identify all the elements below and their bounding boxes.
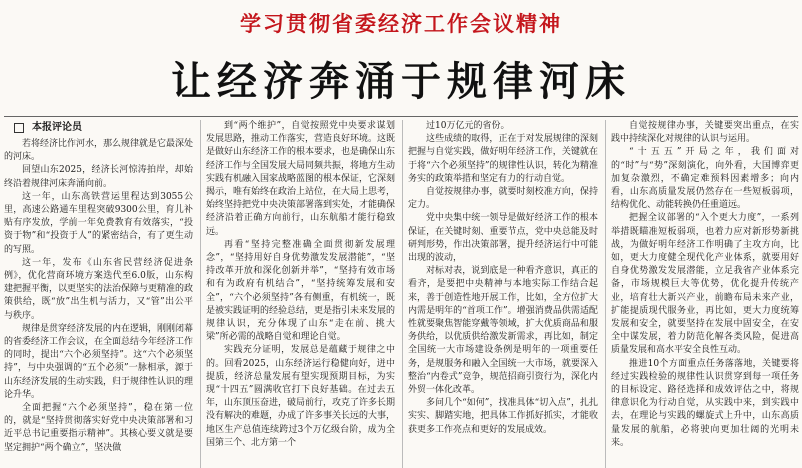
article-body: [4, 120, 800, 468]
paragraph: 若将经济比作河水，那么规律就是它最深处的河床。: [4, 139, 193, 163]
article-column-4: [611, 120, 799, 468]
article-column-2: [206, 120, 395, 468]
paragraph: 党中央集中统一领导是做好经济工作的根本保证，在关键时刻、重要节点，党中央总能及时研判形势，作出决策部署，提升经济运行中可能出现的波动，: [408, 213, 598, 264]
paragraph: 回望山东2025，经济长河惊涛拍岸，却始终沿着规律河床奔涌向前。: [4, 165, 193, 189]
column-paragraphs: [206, 120, 395, 450]
top-rule: [4, 116, 798, 117]
paragraph: 规律是贯穿经济发展的内在逻辑，刚刚闭幕的省委经济工作会议，在全面总结今年经济工作的同时，提出“六个必须坚持”。这“六个必须坚持”，与中央强调的“五个必须”一脉相承，源于山东经济发展的生动实践，归于规律性认识的理论升华。: [4, 323, 193, 400]
column-paragraphs: [4, 138, 193, 455]
column-divider: [605, 120, 606, 468]
paragraph: 实践充分证明，发展总是蕴藏于规律之中的。回看2025，山东经济运行稳健向好，迸中提质，经济总量发展有望实现预期目标，为实现“十四五”圆满收官打下良好基础。在过去五年，山东顶压奋进，破局前行，攻克了许多长期没有解决的难题，办成了许多事关长远的大事，地区生产总值连续跨过3个万亿级台阶，成为全国第三个、北方第一个: [206, 345, 395, 448]
byline-box-icon: [14, 123, 24, 133]
paragraph: 对标对表，说到底是一种看齐意识，真正的看齐，是要把中央精神与本地实际工作结合起来，善于创造性地开展工作，比如，全方位扩大内需是明年的“首项工作”。增强消费品供需适配性就要聚焦智能穿戴等领域，扩大优质商品和服务供给，以优质供给激发新需求，再比如，制定全国统一大市场建设条例是明年的一项重要任务，是规服务和融入全国统一大市场，就要深入整治“内卷式”竞争，规范招商引资行为，深化内外贸一体化改革。: [408, 266, 598, 396]
kicker-title: 学习贯彻省委经济工作会议精神: [240, 12, 562, 36]
paragraph: 过10万亿元的省份。: [426, 121, 510, 131]
paragraph: “十五五”开局之年，我们面对的“时”与“势”深刻演化，向外看，大国博弈更加复杂激烈，不确定难预料因素增多；向内看，山东高质量发展仍然存在一些短板弱项，结构优化、动能转换仍任重道远。: [611, 147, 799, 211]
paragraph: 这一年，山东高铁营运里程达到3055公里，高速公路通车里程突破9300公里，育儿补贴有序发放，学前一年免费教育有效落实，“投资于物”和“投资于人”的紧密结合，有了更生动的写照。: [4, 191, 193, 255]
paragraph: 再看“坚持完整准确全面贯彻新发展理念”，“坚持用好自身优势激发发展潜能”，“坚持改革开放和深化创新并举”，“坚持有效市场和有为政府有机结合”，“坚持统筹发展和安全”，“六个必须坚持”各有侧重，有机统一，既是被实践证明的经验总结，更是指引未来发展的规律认识，充分体现了山东“走在前、挑大梁”所必需的战略自觉和理论自觉。: [206, 239, 395, 343]
byline: [4, 120, 193, 136]
paragraph: 全面把握“六个必须坚持”，稳在第一位的，就是“坚持贯彻落实好党中央决策部署和习近平总书记重要指示精神”。其核心要义就是要坚定拥护“两个确立”，坚决做: [4, 403, 193, 453]
article-column-1: [4, 120, 193, 468]
byline-label: 本报评论员: [32, 122, 82, 134]
paragraph: 自觉按规律办事，关键要突出重点，在实践中持续深化对规律的认识与运用。: [611, 121, 799, 145]
paragraph: 这一年，发布《山东省民营经济促进条例》，优化营商环境方案迭代至6.0版，山东构建把握平衡，以更坚实的法治保障与更精准的政策供给，既“放”出生机与活力，又“管”出公平与秩序。: [4, 257, 193, 321]
column-paragraphs: [611, 120, 799, 450]
paragraph: 这些成绩的取得，正在于对发展规律的深刻把握与自觉实践，做好明年经济工作，关键就在于将“六个必须坚持”的规律性认识，转化为精准务实的政策举措和坚定有力的行动自觉。: [408, 134, 598, 184]
column-divider: [402, 120, 403, 468]
paragraph: 自觉按规律办事，就要时刻校准方向，保持定力。: [408, 187, 598, 211]
column-paragraphs: [408, 120, 598, 437]
headline: 让经济奔涌于规律河床: [171, 58, 631, 105]
column-divider: [200, 120, 201, 468]
article-column-3: [408, 120, 598, 468]
paragraph: 把握全议部署的“入个更大力度”，一系列举措既瞄准短板弱项，也着力应对新形势新挑战，为做好明年经济工作明确了主攻方向，比如，更大力度健全现代化产业体系，就要用好自身优势激发发展潜能，立足我省产业体系完备，市场规模巨大等优势，优化提升传统产业，培育壮大新兴产业，前瞻布局未来产业，扩能提质现代服务业，再比如，更大力度统筹发展和安全，就要坚持在发展中固安全，在安全中谋发展，着力防范化解各类风险，促进高质量发展和高水平安全良性互动。: [611, 213, 799, 356]
paragraph: 多问几个“如何”，找准具体“切入点”，扎扎实实、脚踏实地，把具体工作抓好抓实，才能收获更多工作亮点和更好的发展成效。: [408, 398, 598, 435]
paragraph: 到“两个维护”，自觉按照党中央要求谋划发展思路，推动工作落实，营造良好环境。这既是做好山东经济工作的根本要求，也是确保山东经济工作与全国发展大局同频共振，将地方生动实践有机融入国家战略蓝图的根本保证，它深刻揭示，唯有始终在政治上站位，在大局上思考，始终坚持把党中央决策部署落到实处，才能确保经济沿着正确方向前行，山东航船才能行稳致远。: [206, 121, 395, 237]
paragraph: 推进10个方面重点任务落落地，关键要将经过实践检验的规律性认识贯穿到每一项任务的目标设定、路径选择和成效评估之中，将规律意识化为行动自觉，从实践中来，到实践中去，在理论与实践的螺旋式上升中，山东高质量发展的航船，必将驶向更加壮阔的光明未来。: [611, 358, 799, 448]
